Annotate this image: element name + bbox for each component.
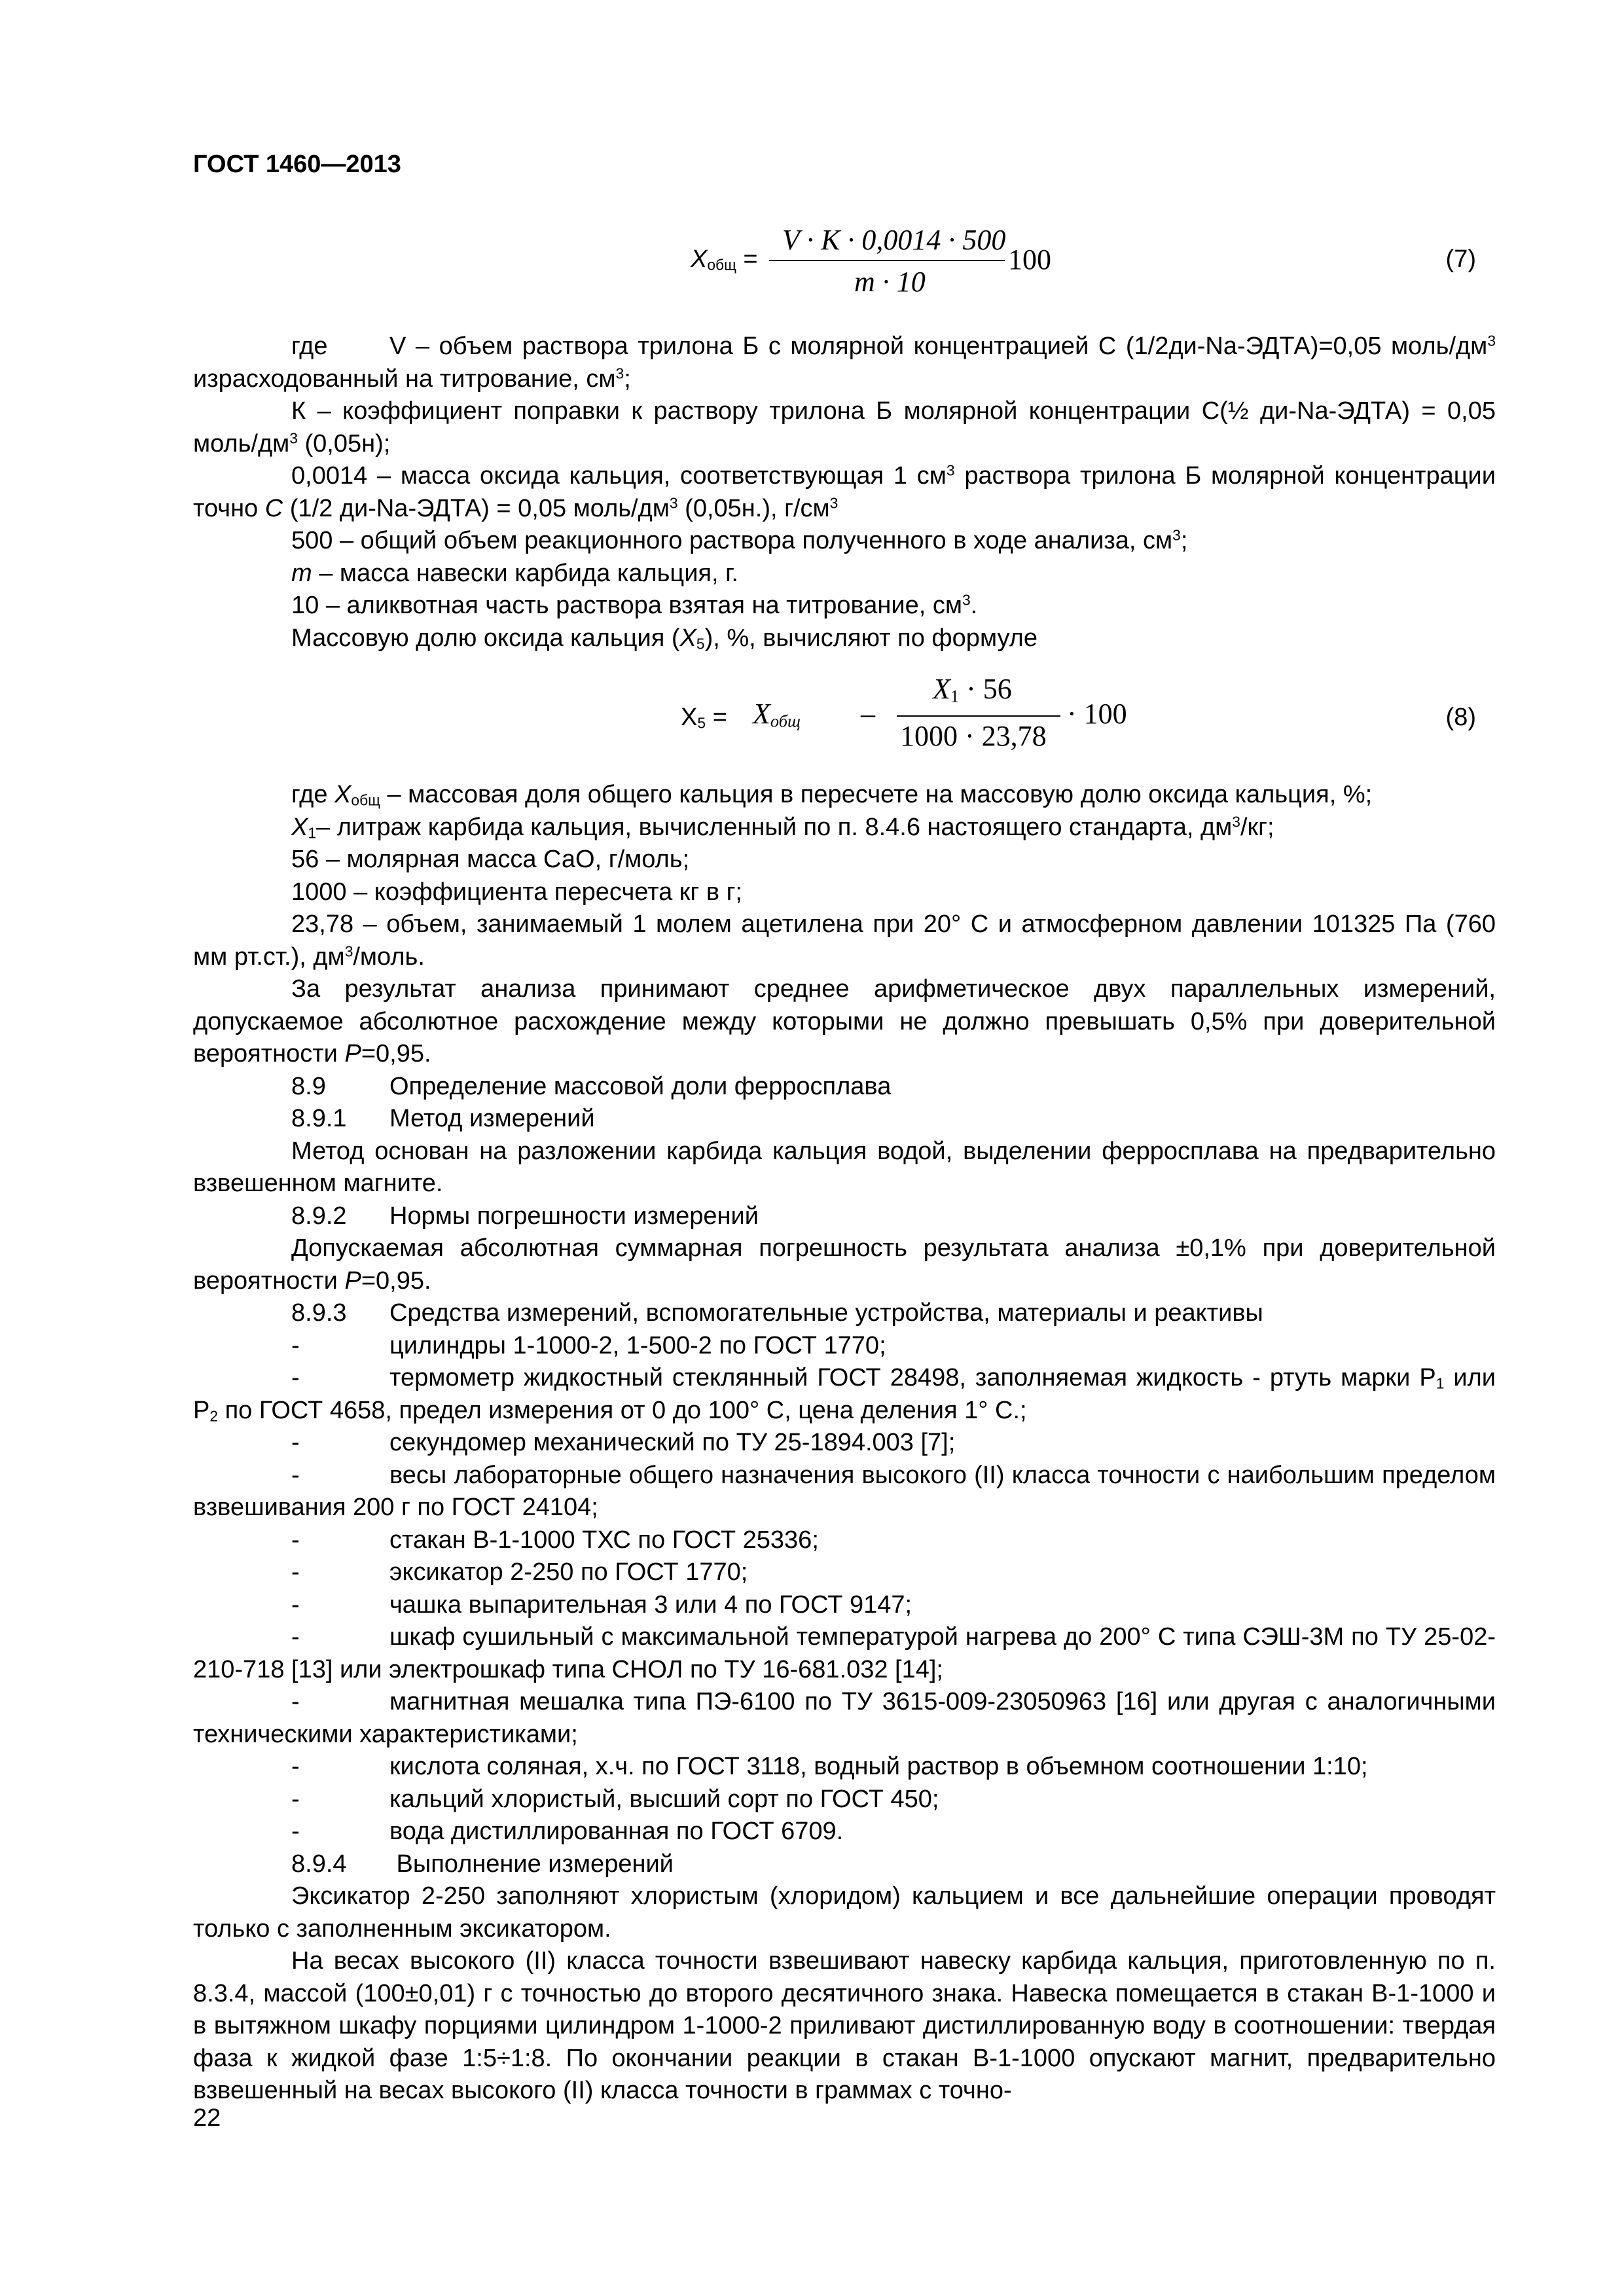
subscript: 5 bbox=[696, 635, 705, 653]
paragraph: Метод основан на разложении карбида кальция водой, выделении ферросплава на предварительно взвешенном магните. bbox=[193, 1137, 1496, 1197]
superscript: 3 bbox=[1172, 526, 1181, 544]
superscript: 3 bbox=[615, 364, 624, 382]
paragraph bbox=[193, 460, 1496, 525]
text-run: израсходованный на титрование, см bbox=[193, 365, 616, 393]
list-dash: - bbox=[291, 1590, 300, 1619]
text-run: P bbox=[344, 1266, 361, 1295]
text-run: V – объем раствора трилона Б с молярной концентрацией С (1/2ди-Na-ЭДТА)=0,05 моль/дм bbox=[389, 332, 1488, 360]
text-run: – масса навески карбида кальция, г. bbox=[312, 559, 738, 587]
list-item-text: секундомер механический по ТУ 25-1894.003 [7]; bbox=[389, 1429, 956, 1456]
list-dash: - bbox=[291, 1364, 300, 1391]
paragraph: 1000 – коэффициента пересчета кг в г; bbox=[291, 878, 742, 906]
section-number: 8.9.3 bbox=[291, 1299, 347, 1327]
subscript: 1 bbox=[1435, 1374, 1445, 1392]
text-run: (0,05н); bbox=[297, 429, 391, 457]
formula-7-mult: 100 bbox=[1008, 243, 1051, 276]
formula-8-mult: · 100 bbox=[1067, 698, 1127, 730]
text-run: P bbox=[344, 1040, 361, 1067]
list-item bbox=[193, 1686, 1496, 1751]
formula-8-lhs: X bbox=[681, 704, 698, 731]
text-run: ), %, вычисляют по формуле bbox=[704, 624, 1038, 652]
superscript: 3 bbox=[1232, 812, 1240, 830]
text-run: За результат анализа принимают среднее арифметическое двух параллельных измерений, допускаемое абсолютное расхождение между которыми не должно превышать 0,5% при доверительной вероятности bbox=[193, 975, 1496, 1067]
text-run: где bbox=[291, 781, 335, 808]
subscript: общ bbox=[351, 791, 380, 809]
text-run: К – коэффициент поправки к раствору трилона Б молярной концентрации С(½ ди-Na-ЭДТА) = 0,05 моль/дм bbox=[193, 397, 1496, 457]
list-dash: - bbox=[291, 1688, 300, 1715]
formula-7-lhs-sub: общ bbox=[707, 256, 736, 274]
text-run: X bbox=[679, 624, 696, 652]
superscript: 3 bbox=[669, 493, 678, 511]
section-number: 8.9 bbox=[291, 1072, 326, 1100]
list-item bbox=[193, 1556, 1496, 1589]
formula-7-denominator: m · 10 bbox=[854, 266, 926, 298]
section-number: 8.9.4 bbox=[291, 1850, 347, 1878]
list-item-text: термометр жидкостный стеклянный ГОСТ 28498, заполняемая жидкость - ртуть марки Р bbox=[389, 1364, 1436, 1391]
text-run: X bbox=[334, 781, 352, 808]
paragraph: На весах высокого (II) класса точности взвешивают навеску карбида кальция, приготовленную по п. 8.3.4, массой (100±0,01) г с точностью до второго десятичного знака. Навеска помещается в стакан В-1-1000 и в вытяжном шкафу порциями цилиндром 1-1000-2 приливают дистиллированную воду в соотношении: твердая фаза к жидкой фазе 1:5÷1:8. По окончании реакции в стакан В-1-1000 опускают магнит, предварительно взвешенный на весах высокого (II) класса точности в граммах с точно- bbox=[193, 1947, 1496, 2104]
formula-7-number: (7) bbox=[1445, 245, 1476, 273]
text-run: Массовую долю оксида кальция ( bbox=[291, 624, 680, 652]
text-run: – массовая доля общего кальция в пересчете на массовую долю оксида кальция, %; bbox=[380, 781, 1373, 808]
paragraph bbox=[193, 779, 1496, 812]
text-run: (1/2 ди-Na-ЭДТА) = 0,05 моль/дм bbox=[283, 494, 670, 522]
formula-8-lhs-sub: 5 bbox=[697, 714, 706, 732]
page-number: 22 bbox=[193, 2104, 221, 2132]
section-number: 8.9.2 bbox=[291, 1202, 347, 1230]
section-heading-8-9-4 bbox=[193, 1848, 1496, 1881]
paragraph bbox=[193, 908, 1496, 973]
list-dash: - bbox=[291, 1429, 300, 1456]
text-run: (0,05н.), г/см bbox=[677, 494, 830, 522]
formula-8 bbox=[193, 655, 1496, 779]
section-heading-8-9-1 bbox=[193, 1103, 1496, 1136]
section-number: 8.9.1 bbox=[291, 1105, 347, 1132]
section-title: Определение массовой доли ферросплава bbox=[389, 1072, 892, 1100]
paragraph: 56 – молярная масса СаО, г/моль; bbox=[291, 846, 690, 873]
section-heading-8-9 bbox=[193, 1071, 1496, 1103]
list-item bbox=[193, 1330, 1496, 1363]
list-item-text: или Р bbox=[193, 1364, 1496, 1424]
list-item bbox=[193, 1751, 1496, 1784]
document-body bbox=[193, 331, 1496, 2108]
list-item-text: вода дистиллированная по ГОСТ 6709. bbox=[389, 1818, 844, 1845]
list-item bbox=[193, 1362, 1496, 1427]
paragraph bbox=[193, 395, 1496, 460]
formula-7-lhs-var: X bbox=[691, 245, 708, 273]
subscript: 1 bbox=[308, 824, 317, 842]
section-title: Выполнение измерений bbox=[389, 1850, 674, 1878]
list-item bbox=[193, 1816, 1496, 1848]
text-run: 10 – аликвотная часть раствора взятая на титрование, см bbox=[291, 592, 962, 619]
text-run: /моль. bbox=[353, 942, 425, 971]
list-item-text: по ГОСТ 4658, предел измерения от 0 до 100° С, цена деления 1° С.; bbox=[218, 1396, 1027, 1424]
where-label: где bbox=[291, 332, 328, 360]
text-run: раствора трилона Б молярной концентрации точно bbox=[193, 462, 1496, 522]
subscript: 2 bbox=[209, 1407, 219, 1425]
formula-8-numerator-rest: · 56 bbox=[959, 673, 1012, 705]
text-run: 0,0014 – масса оксида кальция, соответствующая 1 см bbox=[291, 462, 947, 490]
list-dash: - bbox=[291, 1461, 300, 1489]
formula-7-fraction-line bbox=[769, 260, 1005, 261]
list-item-text: кислота соляная, х.ч. по ГОСТ 3118, водный раствор в объемном соотношении 1:10; bbox=[389, 1753, 1368, 1780]
list-dash: - bbox=[291, 1331, 300, 1359]
text-run: m bbox=[291, 559, 312, 587]
list-item bbox=[193, 1524, 1496, 1557]
list-dash: - bbox=[291, 1623, 300, 1651]
superscript: 3 bbox=[962, 591, 971, 609]
formula-8-denominator: 1000 · 23,78 bbox=[900, 720, 1047, 752]
list-dash: - bbox=[291, 1558, 300, 1586]
list-item bbox=[193, 1427, 1496, 1460]
text-run: . bbox=[970, 592, 978, 619]
text-run: Допускаемая абсолютная суммарная погрешность результата анализа ±0,1% при доверительной вероятности bbox=[193, 1234, 1496, 1295]
list-dash: - bbox=[291, 1785, 300, 1813]
paragraph bbox=[193, 525, 1496, 558]
text-run: =0,95. bbox=[361, 1040, 431, 1067]
formula-7 bbox=[193, 219, 1496, 311]
superscript: 3 bbox=[289, 429, 298, 446]
list-item-text: чашка выпарительная 3 или 4 по ГОСТ 9147; bbox=[389, 1590, 912, 1619]
formula-8-minus: – bbox=[861, 698, 875, 730]
list-item bbox=[193, 1460, 1496, 1524]
paragraph bbox=[193, 558, 1496, 590]
list-item bbox=[193, 1621, 1496, 1686]
formula-7-eq: = bbox=[743, 245, 758, 273]
superscript: 3 bbox=[344, 942, 353, 960]
text-run: ; bbox=[624, 365, 631, 393]
text-run: /кг; bbox=[1240, 813, 1274, 841]
section-heading-8-9-2 bbox=[193, 1200, 1496, 1233]
formula-8-number: (8) bbox=[1445, 704, 1476, 731]
list-item bbox=[193, 1784, 1496, 1816]
section-title: Метод измерений bbox=[389, 1105, 595, 1132]
paragraph bbox=[193, 973, 1496, 1071]
list-item-text: шкаф сушильный с максимальной температурой нагрева до 200° С типа СЭШ-3М по ТУ 25-02-210-718 [13] или электрошкаф типа СНОЛ по ТУ 16-681.032 [14]; bbox=[193, 1623, 1496, 1683]
list-item-text: весы лабораторные общего назначения высокого (II) класса точности с наибольшим пределом взвешивания 200 г по ГОСТ 24104; bbox=[193, 1461, 1496, 1521]
formula-8-first-term: X bbox=[753, 698, 770, 730]
list-item bbox=[193, 1589, 1496, 1622]
paragraph bbox=[193, 590, 1496, 622]
list-dash: - bbox=[291, 1818, 300, 1845]
paragraph bbox=[193, 1232, 1496, 1297]
list-item-text: стакан В-1-1000 ТХС по ГОСТ 25336; bbox=[389, 1526, 819, 1554]
section-title: Средства измерений, вспомогательные устройства, материалы и реактивы bbox=[389, 1299, 1263, 1327]
paragraph: Эксикатор 2-250 заполняют хлористым (хлоридом) кальцием и все дальнейшие операции проводят только с заполненным эксикатором. bbox=[193, 1882, 1496, 1943]
list-item-text: кальций хлористый, высший сорт по ГОСТ 450; bbox=[389, 1785, 939, 1813]
text-run: – литраж карбида кальция, вычисленный по п. 8.4.6 настоящего стандарта, дм bbox=[316, 813, 1233, 841]
section-title: Нормы погрешности измерений bbox=[389, 1202, 759, 1230]
list-item-text: цилиндры 1-1000-2, 1-500-2 по ГОСТ 1770; bbox=[389, 1331, 886, 1359]
formula-8-numerator-sub: 1 bbox=[950, 686, 960, 706]
formula-8-fraction-line bbox=[897, 715, 1060, 717]
section-heading-8-9-3 bbox=[193, 1297, 1496, 1330]
superscript: 3 bbox=[1487, 332, 1496, 350]
formula-7-numerator: V · K · 0,0014 · 500 bbox=[782, 224, 1006, 256]
formula-8-numerator-var: X bbox=[933, 673, 950, 705]
text-run: ; bbox=[1180, 527, 1188, 554]
superscript: 3 bbox=[829, 493, 839, 511]
list-dash: - bbox=[291, 1753, 300, 1780]
text-run: X bbox=[291, 813, 308, 841]
paragraph bbox=[193, 622, 1496, 655]
document-header: ГОСТ 1460—2013 bbox=[193, 151, 401, 178]
list-item-text: эксикатор 2-250 по ГОСТ 1770; bbox=[389, 1558, 748, 1586]
text-run: 23,78 – объем, занимаемый 1 молем ацетилена при 20° С и атмосферном давлении 101325 Па (760 мм рт.ст.), дм bbox=[193, 910, 1496, 971]
paragraph bbox=[193, 331, 1496, 395]
superscript: 3 bbox=[946, 461, 955, 479]
formula-8-eq: = bbox=[712, 704, 727, 731]
list-item-text: магнитная мешалка типа ПЭ-6100 по ТУ 3615-009-23050963 [16] или другая с аналогичными техническими характеристиками; bbox=[193, 1688, 1496, 1748]
text-run: С bbox=[264, 494, 283, 522]
text-run: =0,95. bbox=[361, 1266, 431, 1295]
text-run: 500 – общий объем реакционного раствора полученного в ходе анализа, см bbox=[291, 527, 1173, 554]
paragraph bbox=[193, 812, 1496, 844]
formula-8-first-sub: общ bbox=[770, 711, 801, 731]
list-dash: - bbox=[291, 1526, 300, 1554]
